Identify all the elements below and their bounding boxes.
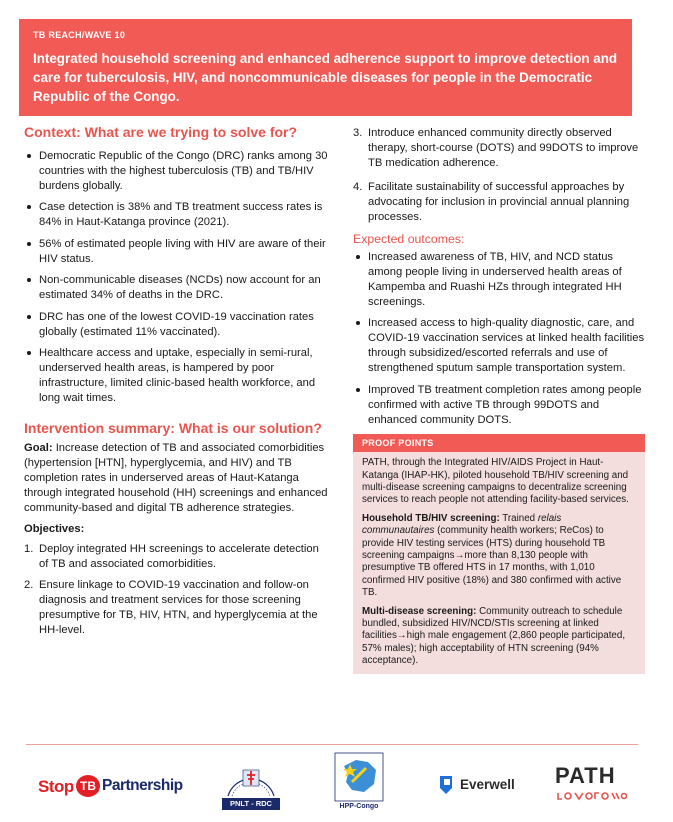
objectives-label: Objectives: bbox=[24, 522, 85, 535]
footer-divider bbox=[26, 744, 638, 745]
goal-text: Increase detection of TB and associated comorbidities (hypertension [HTN], hyperglycemia, and HIV) and TB completion rates in underserved areas of Haut-Katanga through integrated household (HH) screenings and enhanced community-based and digital TB adherence strategies. bbox=[24, 441, 328, 514]
pnlt-label: PNLT - RDC bbox=[222, 798, 280, 810]
everwell-logo bbox=[438, 774, 528, 798]
proof-multidisease-label: Multi-disease screening: bbox=[362, 605, 477, 617]
context-heading: Context: What are we trying to solve for? bbox=[24, 124, 298, 140]
proof-household-text: (community health workers; ReCos) to provide HIV testing services (HTS) during household TB screening campaigns→more than 8,130 people with presumptive TB offered HTS in 17 months, with 1,010 confirmed HIV positive (18%) and 380 confirmed with active TB. bbox=[362, 525, 622, 599]
outcomes-heading: Expected outcomes: bbox=[353, 232, 465, 246]
proof-household-label: Household TB/HIV screening: bbox=[362, 512, 500, 524]
goal-label: Goal: bbox=[24, 441, 53, 454]
list-text: Ensure linkage to COVID-19 vaccination and follow-on diagnosis and treatment services for those screening presumptive for TB, HIV, HTN, and hyperglycemia at the HH-level. bbox=[39, 578, 318, 636]
path-pattern-icon bbox=[557, 791, 627, 801]
list-item: DRC has one of the lowest COVID-19 vaccination rates globally (estimated 11% vaccinated). bbox=[24, 310, 330, 340]
stop-tb-partnership-logo bbox=[38, 773, 183, 801]
page-title: Integrated household screening and enhanced adherence support to improve detection and care for tuberculosis, HIV, and noncommunicable diseases for people in the Democratic Republic of the Congo. bbox=[33, 51, 618, 104]
list-item: Non-communicable diseases (NCDs) now account for an estimated 34% of deaths in the DRC. bbox=[24, 273, 330, 303]
list-number: 3. bbox=[353, 127, 363, 139]
goal-paragraph bbox=[24, 441, 330, 516]
proof-intro: PATH, through the Integrated HIV/AIDS Project in Haut-Katanga (IHAP-HK), piloted household TB/HIV screening and multi-disease screening campaigns to decentralize screening services to reach people not attending facility-based services. bbox=[362, 457, 629, 506]
proof-points-box bbox=[353, 434, 645, 674]
list-text: Introduce enhanced community directly observed therapy, short-course (DOTS) and 99DOTS to improve TB medication adherence. bbox=[368, 127, 639, 169]
right-column bbox=[353, 124, 645, 674]
list-text: Facilitate sustainability of successful approaches by advocating for inclusion in provincial annual planning processes. bbox=[368, 181, 630, 223]
list-number: 1. bbox=[24, 542, 34, 555]
stop-tb-badge: TB bbox=[76, 775, 100, 797]
list-item: Healthcare access and uptake, especially in semi-rural, underserved health areas, is hampered by poor infrastructure, limited clinic-based health workforce, and long wait times. bbox=[24, 346, 330, 406]
list-item bbox=[353, 126, 645, 171]
list-number: 4. bbox=[353, 181, 363, 193]
path-logo bbox=[555, 764, 635, 804]
header-banner bbox=[19, 19, 632, 116]
hpp-congo-logo bbox=[334, 752, 384, 816]
proof-household bbox=[353, 513, 645, 600]
list-item: 56% of estimated people living with HIV are aware of their HIV status. bbox=[24, 237, 330, 267]
partner-logos bbox=[0, 752, 673, 822]
path-word: PATH bbox=[555, 763, 616, 788]
stop-tb-word: Stop bbox=[38, 777, 74, 796]
list-text: Deploy integrated HH screenings to accelerate detection of TB and associated comorbidities. bbox=[39, 542, 319, 570]
stop-tb-partnership-word: Partnership bbox=[102, 777, 183, 794]
objectives-list-a bbox=[24, 542, 330, 638]
list-item: Democratic Republic of the Congo (DRC) ranks among 30 countries with the highest tuberculosis (TB) and TB/HIV burdens globally. bbox=[24, 149, 330, 194]
proof-household-italic: relais communautaires bbox=[362, 512, 562, 537]
intervention-heading: Intervention summary: What is our solution? bbox=[24, 419, 322, 436]
list-item: Increased awareness of TB, HIV, and NCD status among people living in underserved health areas of Kampemba and Ruashi HZs through integrated HH screenings. bbox=[353, 250, 645, 310]
proof-household-text: Trained bbox=[499, 512, 538, 524]
list-item bbox=[24, 542, 330, 572]
outcomes-list bbox=[353, 250, 645, 428]
list-item bbox=[24, 578, 330, 638]
list-item bbox=[353, 180, 645, 225]
left-column bbox=[24, 124, 330, 644]
list-number: 2. bbox=[24, 578, 34, 591]
pnlt-rdc-logo bbox=[220, 752, 282, 814]
hpp-label: HPP-Congo bbox=[339, 803, 379, 810]
everwell-word: Everwell bbox=[460, 777, 515, 792]
objectives-list-b bbox=[353, 126, 645, 225]
proof-points-heading: PROOF POINTS bbox=[353, 434, 645, 452]
program-tag: TB REACH/WAVE 10 bbox=[33, 30, 126, 40]
list-item: Improved TB treatment completion rates among people confirmed with active TB through 99DOTS and enhanced community DOTS. bbox=[353, 383, 645, 428]
proof-multidisease-text: Community outreach to schedule bundled, subsidized HIV/NCD/STIs screening at linked facilities→high male engagement (2,860 people participated, 57% males); high acceptability of HTN screening (94% acceptance). bbox=[362, 605, 626, 667]
proof-multidisease bbox=[353, 606, 645, 668]
everwell-mark-icon bbox=[438, 774, 456, 796]
list-item: Case detection is 38% and TB treatment success rates is 84% in Haut-Katanga province (2021). bbox=[24, 200, 330, 230]
list-item: Increased access to high-quality diagnostic, care, and COVID-19 vaccination services at linked health facilities through subsidized/escorted referrals and use of strengthened sputum sample transportation system. bbox=[353, 316, 645, 376]
hpp-map-icon bbox=[334, 752, 384, 802]
pnlt-emblem-icon bbox=[220, 752, 282, 798]
context-list bbox=[24, 149, 330, 406]
